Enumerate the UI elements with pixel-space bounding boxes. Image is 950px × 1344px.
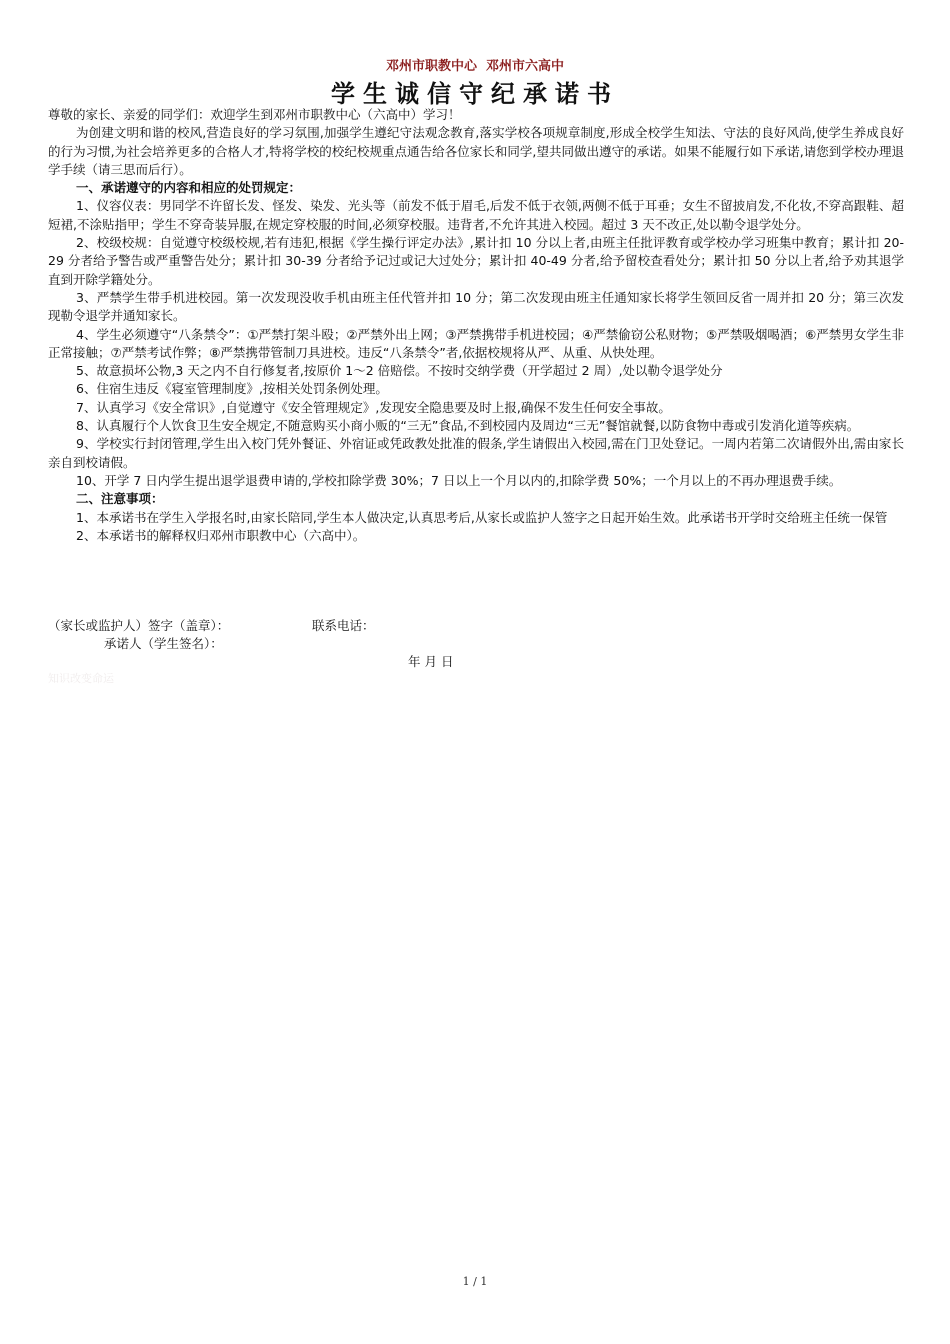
intro-paragraph: 为创建文明和谐的校风,营造良好的学习氛围,加强学生遵纪守法观念教育,落实学校各项规章制度,形成全校学生知法、守法的良好风尚,使学生养成良好的行为习惯,为社会培养更多的合格人才,特将学校的校纪校规重点通告给各位家长和同学,望共同做出遵守的承诺。如果不能履行如下承诺,请您到学校办理退学手续（请三思而后行）。 xyxy=(48,125,904,177)
watermark: 知识改变命运 xyxy=(48,672,114,685)
rule-item: 3、严禁学生带手机进校园。第一次发现没收手机由班主任代管并扣 10 分；第二次发现由班主任通知家长将学生领回反省一周并扣 20 分；第三次发现勒令退学并通知家长。 xyxy=(48,289,904,324)
date-label: 年 月 日 xyxy=(408,654,454,669)
rule-item: 8、认真履行个人饮食卫生安全规定,不随意购买小商小贩的“三无”食品,不到校园内及周边“三无”餐馆就餐,以防食物中毒或引发消化道等疾病。 xyxy=(76,418,860,434)
section-2-heading: 二、注意事项： xyxy=(76,491,164,507)
rule-item: 4、学生必须遵守“八条禁令”：①严禁打架斗殴；②严禁外出上网；③严禁携带手机进校园；④严禁偷窃公私财物；⑤严禁吸烟喝酒；⑥严禁男女学生非正常接触；⑦严禁考试作弊；⑧严禁携带管制刀具进校。违反“八条禁令”者,依据校规将从严、从重、从快处理。 xyxy=(48,326,904,360)
section-1-heading: 一、承诺遵守的内容和相应的处罚规定： xyxy=(76,180,302,196)
rule-item: 7、认真学习《安全常识》,自觉遵守《安全管理规定》,发现安全隐患要及时上报,确保不发生任何安全事故。 xyxy=(76,399,671,415)
rule-item: 9、学校实行封闭管理,学生出入校门凭外餐证、外宿证或凭政教处批准的假条,学生请假出入校园,需在门卫处登记。一周内若第二次请假外出,需由家长亲自到校请假。 xyxy=(48,436,904,470)
notice-item: 1、本承诺书在学生入学报名时,由家长陪同,学生本人做决定,认真思考后,从家长或监护人签字之日起开始生效。此承诺书开学时交给班主任统一保管 xyxy=(76,509,888,525)
document-title: 学生诚信守纪承诺书 xyxy=(331,79,619,108)
rule-item: 2、校级校规：自觉遵守校级校规,若有违犯,根据《学生操行评定办法》,累计扣 10 分以上者,由班主任批评教育或学校办学习班集中教育；累计扣 20-29 分者给予警告或严重警告处分；累计扣 30-39 分者给予记过或记大过处分；累计扣 40-49 分者,给予留校查看处分；累计扣 50 分以上者,给予劝其退学直到开除学籍处分。 xyxy=(48,235,904,287)
greeting: 尊敬的家长、亲爱的同学们：欢迎学生到邓州市职教中心（六高中）学习！ xyxy=(48,107,461,122)
document-body xyxy=(48,106,904,545)
rule-item: 1、仪容仪表：男同学不许留长发、怪发、染发、光头等（前发不低于眉毛,后发不低于衣领,两侧不低于耳垂；女生不留披肩发,不化妆,不穿高跟鞋、超短裙,不涂贴指甲；学生不穿奇装异服,在规定穿校服的时间,必须穿校服。违背者,不允许其进入校园。超过 3 天不改正,处以勒令退学处分。 xyxy=(48,198,904,232)
rule-item: 10、开学 7 日内学生提出退学退费申请的,学校扣除学费 30%；7 日以上一个月以内的,扣除学费 50%；一个月以上的不再办理退费手续。 xyxy=(76,472,842,488)
student-signature-label: 承诺人（学生签名）： xyxy=(104,636,223,651)
notice-item: 2、本承诺书的解释权归邓州市职教中心（六高中）。 xyxy=(76,527,366,543)
rule-item: 6、住宿生违反《寝室管理制度》,按相关处罚条例处理。 xyxy=(76,381,388,397)
phone-label: 联系电话： xyxy=(312,618,375,633)
rule-item: 5、故意损坏公物,3 天之内不自行修复者,按原价 1～2 倍赔偿。不按时交纳学费（开学超过 2 周）,处以勒令退学处分 xyxy=(76,363,723,379)
page-number: 1 / 1 xyxy=(462,1275,488,1288)
parent-signature-label: （家长或监护人）签字（盖章）： xyxy=(48,618,230,633)
school-header: 邓州市职教中心 邓州市六高中 xyxy=(385,59,565,74)
